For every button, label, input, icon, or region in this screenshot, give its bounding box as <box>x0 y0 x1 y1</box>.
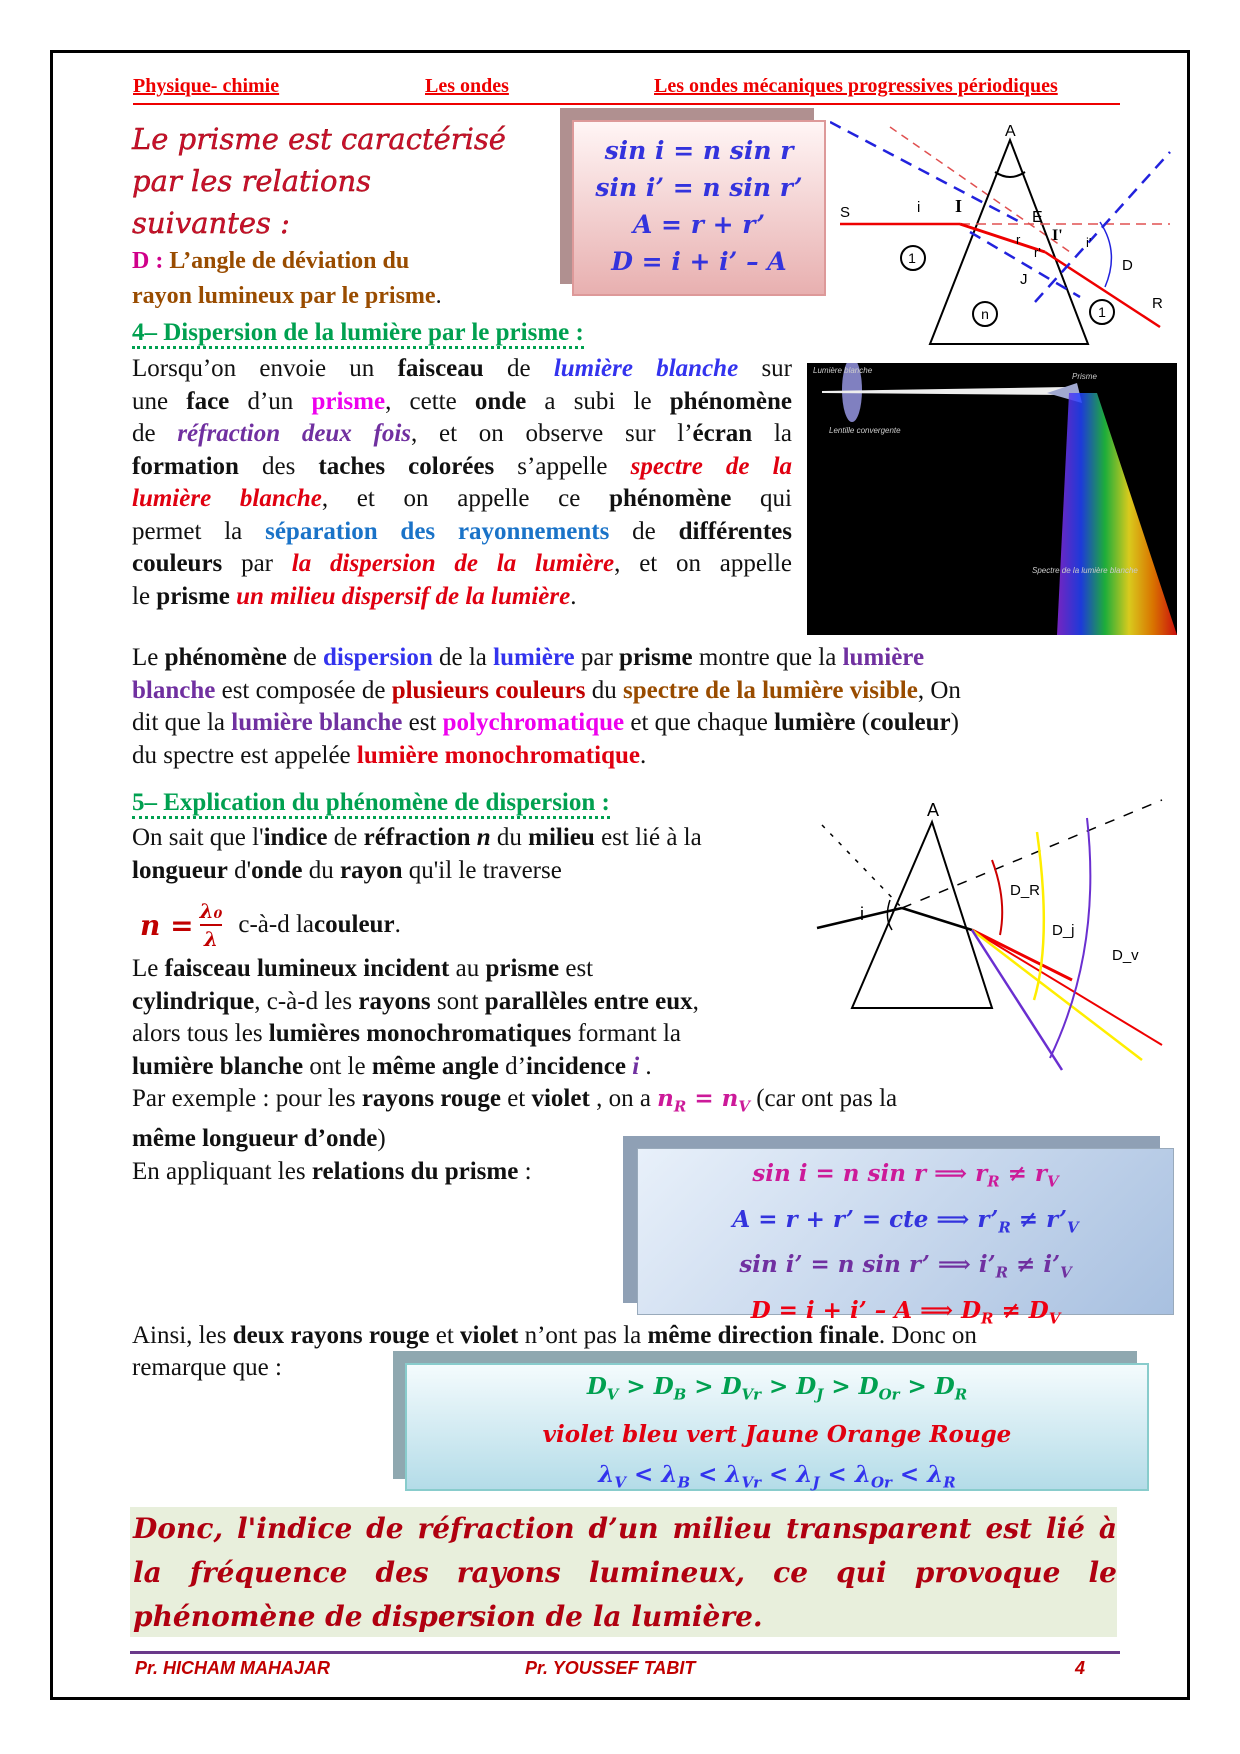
text-line: de réfraction deux fois, et on observe sur l’écran la <box>132 420 792 447</box>
deviation-yellow-label: D_j <box>1052 922 1075 939</box>
text-line: couleurs par la dispersion de la lumière, et on appelle <box>132 550 792 577</box>
section-5 <box>132 788 610 818</box>
relation: A = r + r’ <box>632 210 766 239</box>
conclusion-text: Donc, l'indice de réfraction d’un milieu transparent est lié à la fréquence des rayons lumineux, ce qui provoque le phénomène de dispersion de la lumière. <box>133 1512 1117 1633</box>
text-line: formation des taches colorées s’appelle spectre de la <box>132 452 793 480</box>
text-line: même longueur d’onde) <box>132 1125 386 1153</box>
point-label: J <box>1020 271 1028 288</box>
deviations-order: $D_V > D_B > D_{Vr} > D_J > D_{Or} > D_R$ <box>586 1373 968 1404</box>
section-5-paragraph-1 <box>132 822 812 887</box>
section-4 <box>132 318 584 348</box>
index-formula <box>140 895 401 955</box>
text-line: En appliquant les relations du prisme : <box>132 1157 532 1185</box>
text-line: permet la séparation des rayonnements de différentes <box>132 517 792 545</box>
text-line: dit que la lumière blanche est polychromatique et que chaque lumière (couleur) <box>132 709 959 736</box>
medium-label: 1 <box>908 250 916 266</box>
text-line: une face d’un prisme, cette onde a subi le phénomène <box>132 387 792 415</box>
section-4-paragraph-2 <box>132 642 1122 772</box>
page-number: 4 <box>1075 1658 1086 1678</box>
dispersion-diagram <box>812 790 1182 1080</box>
implication: D = i + i’ – A ⟹ $D_R \ne D_V$ <box>750 1296 1061 1328</box>
text-line: cylindrique, c-à-d les rayons sont parallèles entre eux, <box>132 987 699 1015</box>
text-line: le prisme un milieu dispersif de la lumière. <box>132 582 577 610</box>
text-line: du spectre est appelée lumière monochromatique. <box>132 741 647 769</box>
photo-label: Lumière blanche <box>813 366 873 375</box>
text-line: remarque que : <box>132 1354 282 1381</box>
apex-label: A <box>927 800 940 820</box>
text-line: longueur d'onde du rayon qu'il le traverse <box>132 856 562 884</box>
relation: D = i + i’ – A <box>611 247 787 276</box>
deviation-label: D <box>1122 257 1133 274</box>
formula-lhs: n = <box>140 908 194 942</box>
text-line: blanche est composée de plusieurs couleurs du spectre de la lumière visible, On <box>132 676 961 704</box>
apex-label: A <box>1005 123 1016 140</box>
formula-denominator: λ <box>203 927 218 951</box>
colors-order: violet bleu vert Jaune Orange Rouge <box>542 1420 1012 1448</box>
formula-text: c-à-d la <box>238 911 315 938</box>
header-chapter: Les ondes mécaniques progressives périodiques <box>654 75 1058 97</box>
conclusion-box <box>130 1507 1117 1637</box>
medium-label: 1 <box>1098 304 1106 320</box>
header-subject: Physique- chimie <box>133 75 280 97</box>
section-4-paragraph-1 <box>132 353 792 613</box>
section-5-title: 5– Explication du phénomène de dispersion : <box>132 789 610 819</box>
photo-label: Lentille convergente <box>829 426 901 435</box>
section-4-title: 4– Dispersion de la lumière par le prisme : <box>132 319 584 349</box>
text-line: lumière blanche, et on appelle ce phénomène qui <box>132 485 792 512</box>
text-line: Le phénomène de dispersion de la lumière par prisme montre que la lumière <box>132 644 925 671</box>
text-line: Ainsi, les deux rayons rouge et violet n’ont pas la même direction finale. Donc on <box>132 1322 977 1349</box>
page-header <box>133 75 1120 105</box>
photo-label: Prisme <box>1072 372 1097 381</box>
angle-label: r <box>1016 232 1021 247</box>
point-label: I' <box>1052 227 1063 244</box>
deviation-definition <box>132 244 506 279</box>
text-line: Par exemple : pour les rayons rouge et violet , on a $n_R = n_V$ (car ont pas la <box>132 1085 898 1116</box>
intro-fancy-line: par les relations <box>132 164 372 198</box>
wavelengths-order: $\lambda_V < \lambda_B < \lambda_{Vr} < \lambda_J < \lambda_{Or} < \lambda_R$ <box>598 1460 956 1492</box>
dispersion-order-box <box>405 1363 1149 1491</box>
text-line: Lorsqu’on envoie un faisceau de lumière blanche sur <box>132 355 793 382</box>
angle-label: r' <box>1034 245 1041 260</box>
deviation-violet-label: D_v <box>1112 947 1139 964</box>
angle-label: i' <box>1086 235 1092 250</box>
text-line: Le faisceau lumineux incident au prisme est <box>132 955 594 982</box>
source-label: S <box>840 204 851 221</box>
intro-block <box>132 118 506 314</box>
deviation-text: L’angle de déviation du <box>169 248 410 274</box>
implication: sin i = n sin r ⟹ $r_R \ne r_V$ <box>752 1160 1059 1191</box>
formula-text: couleur <box>314 911 395 938</box>
prism-refraction-diagram <box>830 112 1180 352</box>
point-label: E <box>1032 209 1043 226</box>
deviation-label: D : <box>132 248 164 274</box>
relation: sin i = n sin r <box>604 136 794 165</box>
footer-author-1: Pr. HICHAM MAHAJAR <box>135 1658 331 1678</box>
ray-label: R <box>1152 295 1163 312</box>
text-line: On sait que l'indice de réfraction n du milieu est lié à la <box>132 824 702 851</box>
point-label: I <box>955 196 963 216</box>
angle-label: i <box>860 904 864 924</box>
deviation-red-label: D_R <box>1010 882 1041 899</box>
intro-fancy-line: Le prisme est caractérisé <box>132 122 506 156</box>
deviation-text-2: rayon lumineux par le prisme <box>132 283 436 309</box>
relation: sin i’ = n sin r’ <box>595 173 803 202</box>
text-line: alors tous les lumières monochromatiques formant la <box>132 1020 682 1047</box>
formula-numerator: λ₀ <box>200 898 223 926</box>
text-line: lumière blanche ont le même angle d’incidence i . <box>132 1052 652 1080</box>
photo-label: Spectre de la lumière blanche <box>1032 566 1138 575</box>
page-footer <box>130 1651 1120 1678</box>
header-unit: Les ondes <box>425 75 509 97</box>
implication: sin i’ = n sin r’ ⟹ $i’_R$ ≠ $i’_V$ <box>739 1251 1072 1282</box>
implications-box <box>637 1148 1174 1328</box>
implication: A = r + r’ = cte ⟹ $r’_R$ ≠ $r’_V$ <box>732 1205 1079 1237</box>
medium-label: n <box>981 306 989 322</box>
prism-relations-box <box>572 120 826 296</box>
footer-author-2: Pr. YOUSSEF TABIT <box>525 1658 696 1678</box>
formula-text: . <box>394 911 401 938</box>
prism-dispersion-photo <box>807 363 1177 635</box>
intro-fancy-line: suivantes : <box>132 206 290 240</box>
angle-label: i <box>917 199 921 216</box>
period: . <box>435 283 442 309</box>
deviation-definition-cont <box>132 279 506 314</box>
formula-fraction <box>200 898 223 952</box>
